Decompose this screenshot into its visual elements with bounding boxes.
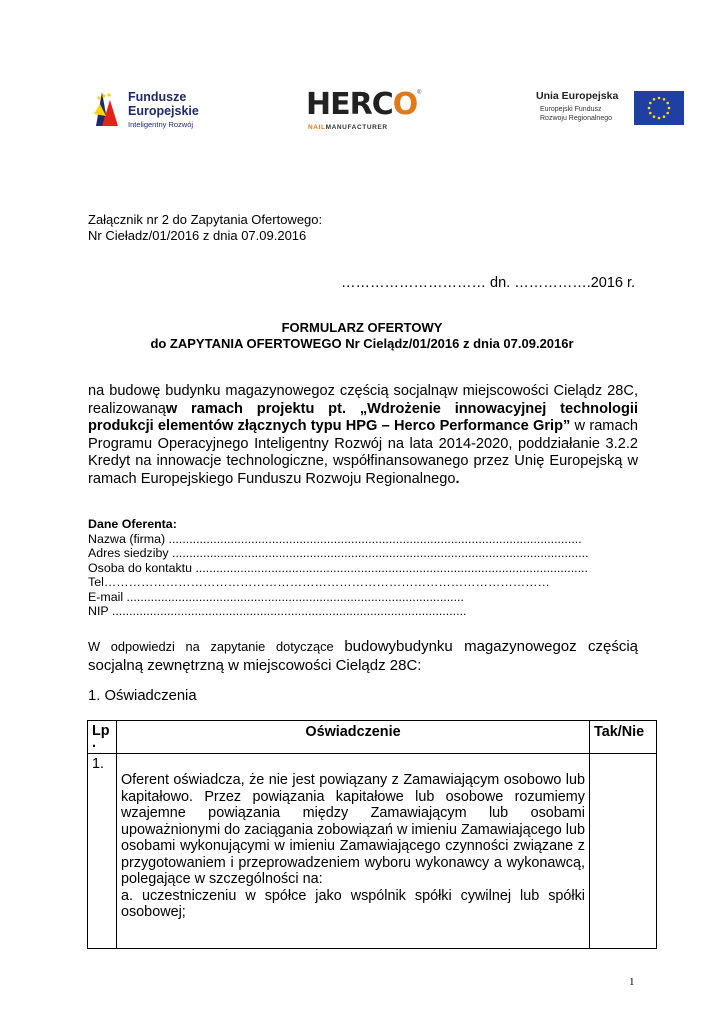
ue-line2: Europejski Fundusz	[540, 106, 602, 113]
page-number: 1	[629, 976, 635, 988]
intro-project-title: w ramach projektu pt. „Wdrożenie innowacyjnej technologii produkcji elementów złącznych typu HPG – Herco Performance Grip”	[88, 400, 638, 435]
row-statement	[116, 754, 589, 949]
row-answer-cell[interactable]	[590, 754, 657, 949]
bidder-phone-field[interactable]: Tel………………………………………………………………………………………………	[88, 575, 550, 589]
intro-text-3: w ramach Programu Operacyjnego Inteligentny Rozwój na lata 2014-2020, poddziałanie 3.2.2 Kredyt na innowacje technologiczne, współfinansowanego przez Unię Europejską w ramach Europejskiego Funduszu Rozwoju Regionalnego	[88, 418, 638, 487]
bidder-name-field[interactable]: Nazwa (firma) ........................................................................................................................	[88, 531, 582, 546]
eu-flag-icon	[634, 91, 684, 125]
response-paragraph	[88, 637, 638, 675]
herco-wordmark: HERCO	[306, 87, 418, 122]
row-statement-sub: a. uczestniczeniu w spółce jako wspólnik spółki cywilnej lub spółki osobowej;	[120, 887, 585, 920]
header-yes-no: Tak/Nie	[590, 721, 657, 754]
intro-text-end: .	[455, 470, 460, 487]
date-line: ………………………… dn. …………….2016 r.	[341, 275, 636, 291]
bidder-nip-field[interactable]: NIP .......................................................................................................	[88, 604, 467, 618]
bidder-contact-field[interactable]: Osoba do kontaktu ..................................................................................................................	[88, 560, 588, 575]
fundusze-europejskie-logo	[92, 84, 242, 134]
intro-text-1: na budowę budynku magazynowegoz częścią socjalnąw miejscowości Cielądz 28C, realizowaną	[88, 383, 638, 417]
ue-line3: Rozwoju Regionalnego	[540, 115, 612, 122]
row-statement-text: Oferent oświadcza, że nie jest powiązany z Zamawiającym osobowo lub kapitałowo. Przez powiązania kapitałowe lub osobowe rozumiemy wzajemne powiązania między Zamawiającym lub osobami upoważnionymi do zaciągania zobowiązań w imieniu Zamawiającego lub osobami wykonującymi w imieniu Zamawiającego czynności związane z przygotowaniem i przeprowadzeniem wyboru wykonawcy a wykonawcą, polegające w szczególności na:	[120, 772, 585, 887]
header-lp: Lp .	[88, 721, 117, 754]
form-title: FORMULARZ OFERTOWY	[281, 320, 443, 335]
fundusze-line3: Inteligentny Rozwój	[128, 120, 194, 129]
ue-line1: Unia Europejska	[536, 90, 619, 102]
bidder-data-heading: Dane Oferenta:	[88, 517, 177, 531]
section-statements-heading: 1. Oświadczenia	[88, 688, 197, 704]
header-statement: Oświadczenie	[116, 721, 589, 754]
response-intro: W odpowiedzi na zapytanie dotyczące	[88, 639, 345, 654]
unia-europejska-logo	[536, 90, 686, 126]
attachment-line: Załącznik nr 2 do Zapytania Ofertowego:	[88, 212, 323, 227]
reference-line: Nr Cieładz/01/2016 z dnia 07.09.2016	[88, 228, 307, 243]
statements-table	[87, 720, 657, 949]
form-subtitle: do ZAPYTANIA OFERTOWEGO Nr Cielądz/01/2016 z dnia 07.09.2016r	[150, 336, 574, 351]
response-subject: budowybudynku magazynowegoz częścią socjalną zewnętrzną w miejscowości Cielądz 28C:	[88, 638, 639, 674]
herco-logo	[306, 88, 424, 140]
herco-tagline: NAILMANUFACTURER	[308, 124, 388, 131]
bidder-address-field[interactable]: Adres siedziby .........................................................................................................................	[88, 546, 589, 560]
intro-paragraph	[88, 383, 638, 489]
bidder-data-section	[88, 517, 589, 619]
herco-registered: ®	[417, 90, 422, 96]
fundusze-line1: Fundusze	[128, 90, 187, 104]
fundusze-flag-icon	[92, 86, 122, 130]
table-row	[88, 754, 657, 949]
row-lp: 1.	[88, 754, 117, 949]
fundusze-line2: Europejskie	[128, 104, 199, 118]
bidder-email-field[interactable]: E-mail ..................................................................................................	[88, 589, 464, 604]
table-header-row	[88, 721, 657, 754]
